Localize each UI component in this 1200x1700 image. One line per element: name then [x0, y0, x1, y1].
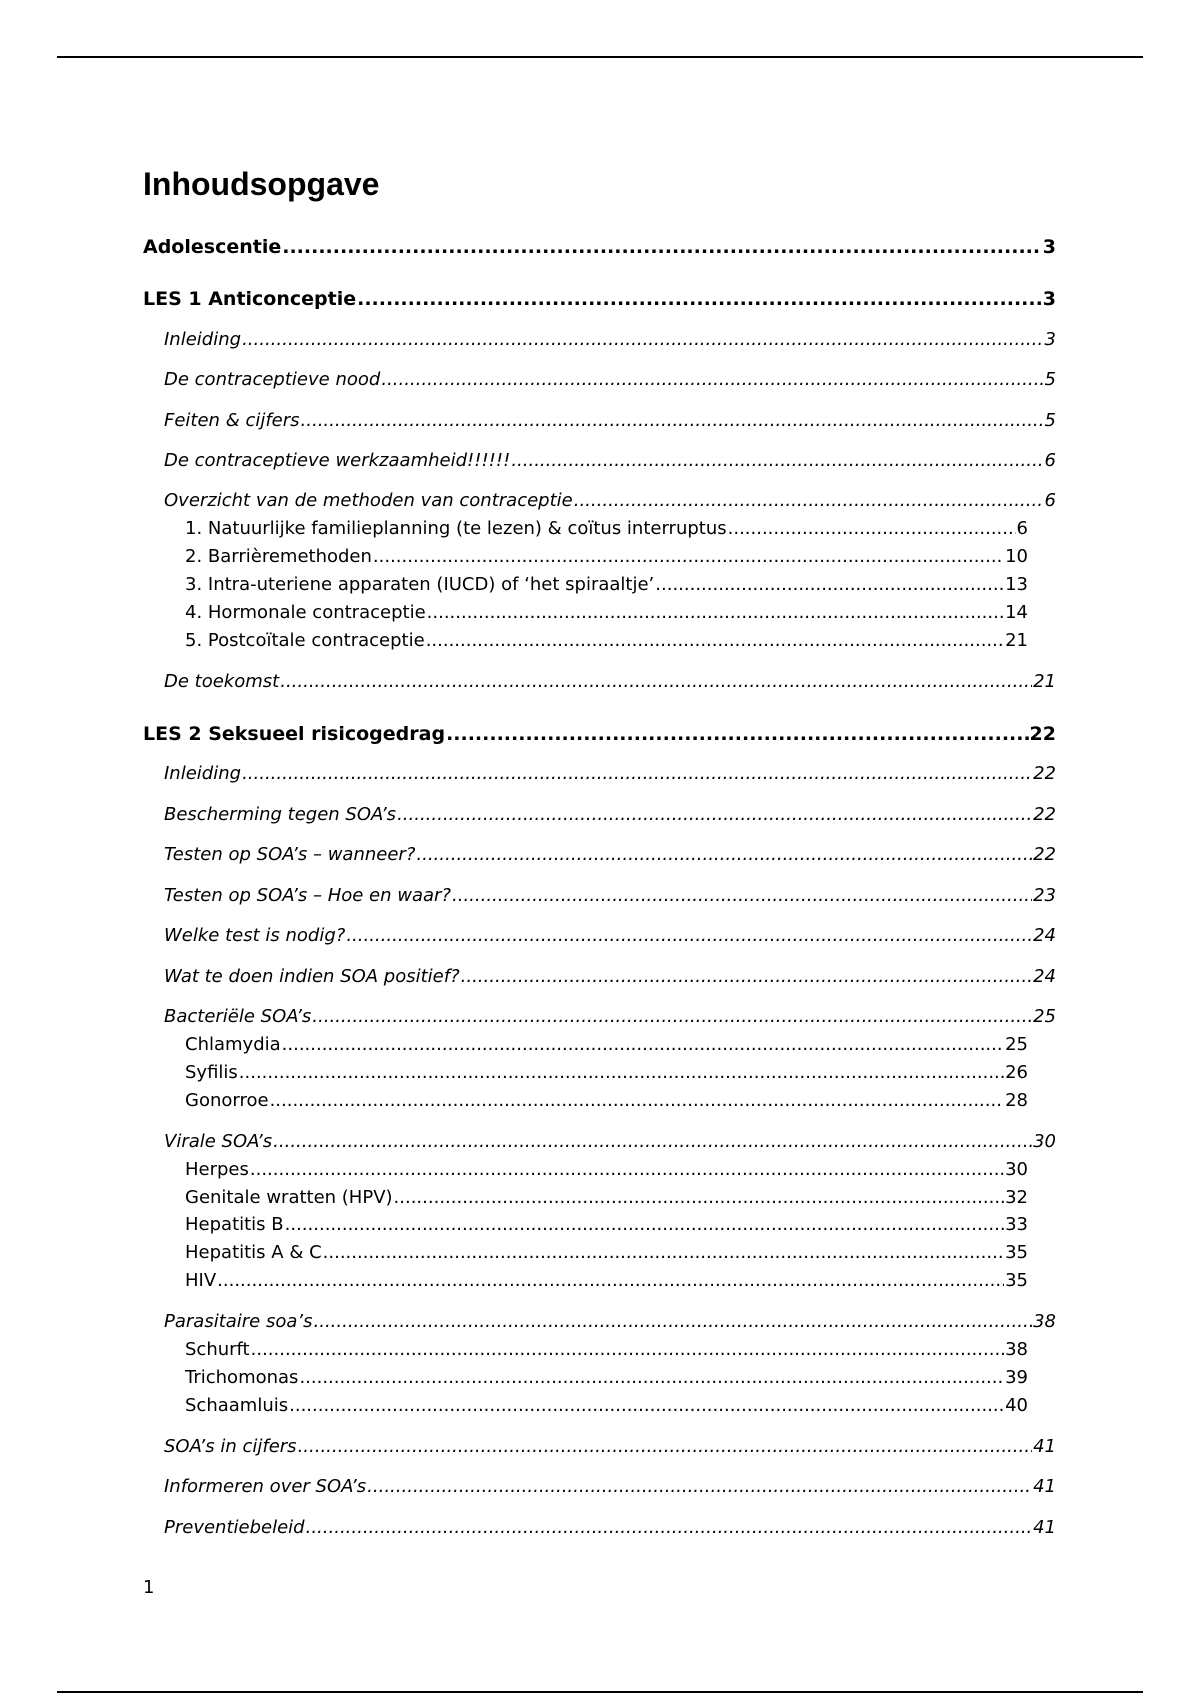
toc-entry-label: De contraceptieve nood — [164, 369, 381, 390]
toc-dot-leader — [298, 1436, 1033, 1457]
toc-entry[interactable] — [164, 885, 1056, 906]
toc-entry-label: HIV — [185, 1270, 217, 1291]
toc-dot-leader — [314, 1311, 1033, 1332]
toc-entry-label: Testen op SOA’s – Hoe en waar? — [164, 885, 451, 906]
toc-dot-leader — [280, 671, 1032, 692]
toc-entry-page: 22 — [1033, 763, 1056, 784]
toc-entry-label: De toekomst — [164, 671, 280, 692]
toc-entry-label: Hepatitis B — [185, 1214, 284, 1235]
toc-entry-label: Chlamydia — [185, 1034, 281, 1055]
toc-dot-leader — [397, 804, 1032, 825]
toc-entry-page: 30 — [1033, 1131, 1056, 1152]
toc-entry[interactable] — [164, 369, 1056, 390]
toc-entry[interactable] — [185, 1159, 1028, 1180]
toc-entry[interactable] — [185, 1395, 1028, 1416]
toc-entry[interactable] — [164, 1517, 1056, 1538]
toc-entry[interactable] — [164, 410, 1056, 431]
toc-entry-label: Bescherming tegen SOA’s — [164, 804, 397, 825]
toc-entry[interactable] — [185, 1339, 1028, 1360]
toc-dot-leader — [511, 450, 1043, 471]
toc-entry-page: 28 — [1005, 1090, 1028, 1111]
toc-dot-leader — [299, 1367, 1004, 1388]
toc-entry-page: 24 — [1033, 925, 1056, 946]
toc-entry-label: Feiten & cijfers — [164, 410, 300, 431]
toc-entry-page: 10 — [1005, 546, 1028, 567]
toc-entry-page: 6 — [1044, 490, 1056, 511]
toc-dot-leader — [289, 1395, 1004, 1416]
page-number: 1 — [143, 1577, 155, 1598]
toc-entry[interactable] — [143, 288, 1056, 310]
toc-dot-leader — [446, 723, 1028, 745]
toc-entry[interactable] — [185, 630, 1028, 651]
toc-entry-page: 41 — [1033, 1517, 1056, 1538]
toc-entry-page: 22 — [1029, 723, 1056, 745]
toc-entry[interactable] — [185, 1270, 1028, 1291]
toc-dot-leader — [323, 1242, 1004, 1263]
toc-entry-label: SOA’s in cijfers — [164, 1436, 297, 1457]
toc-dot-leader — [373, 546, 1004, 567]
toc-entry-label: Parasitaire soa’s — [164, 1311, 313, 1332]
toc-entry[interactable] — [164, 1436, 1056, 1457]
toc-entry[interactable] — [164, 1311, 1056, 1332]
toc-entry-page: 22 — [1033, 844, 1056, 865]
toc-entry-page: 5 — [1044, 369, 1056, 390]
toc-entry-page: 3 — [1042, 288, 1056, 310]
toc-dot-leader — [452, 885, 1032, 906]
toc-entry-page: 38 — [1033, 1311, 1056, 1332]
toc-entry[interactable] — [164, 844, 1056, 865]
toc-entry[interactable] — [185, 1062, 1028, 1083]
toc-dot-leader — [416, 844, 1032, 865]
toc-dot-leader — [251, 1339, 1004, 1360]
toc-entry-label: 3. Intra-uteriene apparaten (IUCD) of ‘het spiraaltje’ — [185, 574, 655, 595]
toc-entry-label: De contraceptieve werkzaamheid!!!!!! — [164, 450, 511, 471]
toc-entry[interactable] — [185, 1034, 1028, 1055]
toc-entry-page: 23 — [1033, 885, 1056, 906]
toc-dot-leader — [381, 369, 1043, 390]
toc-entry[interactable] — [143, 236, 1056, 258]
toc-entry-label: 4. Hormonale contraceptie — [185, 602, 426, 623]
toc-entry-page: 35 — [1005, 1270, 1028, 1291]
toc-entry[interactable] — [164, 804, 1056, 825]
toc-dot-leader — [250, 1159, 1004, 1180]
toc-entry[interactable] — [185, 518, 1028, 539]
toc-entry[interactable] — [185, 1214, 1028, 1235]
toc-entry-label: LES 1 Anticonceptie — [143, 288, 357, 310]
toc-dot-leader — [574, 490, 1044, 511]
toc-entry-label: Welke test is nodig? — [164, 925, 346, 946]
toc-entry-label: Informeren over SOA’s — [164, 1476, 367, 1497]
toc-entry-label: Preventiebeleid — [164, 1517, 305, 1538]
toc-entry-page: 5 — [1044, 410, 1056, 431]
toc-entry-label: Bacteriële SOA’s — [164, 1006, 312, 1027]
toc-entry-page: 41 — [1033, 1436, 1056, 1457]
toc-entry[interactable] — [164, 966, 1056, 987]
toc-dot-leader — [242, 763, 1032, 784]
toc-entry-page: 3 — [1042, 236, 1056, 258]
toc-entry-label: Schurft — [185, 1339, 250, 1360]
toc-entry[interactable] — [164, 1131, 1056, 1152]
toc-entry-page: 26 — [1005, 1062, 1028, 1083]
toc-entry-page: 40 — [1005, 1395, 1028, 1416]
toc-entry-page: 21 — [1005, 630, 1028, 651]
toc-entry-page: 6 — [1044, 450, 1056, 471]
toc-entry[interactable] — [164, 925, 1056, 946]
toc-entry-page: 6 — [1016, 518, 1028, 539]
toc-entry[interactable] — [164, 1476, 1056, 1497]
toc-dot-leader — [655, 574, 1004, 595]
toc-entry-page: 24 — [1033, 966, 1056, 987]
toc-entry[interactable] — [164, 490, 1056, 511]
toc-entry-page: 13 — [1005, 574, 1028, 595]
toc-dot-leader — [282, 236, 1042, 258]
page-title: Inhoudsopgave — [143, 166, 380, 202]
toc-entry[interactable] — [185, 1367, 1028, 1388]
toc-dot-leader — [426, 630, 1004, 651]
toc-entry[interactable] — [185, 1090, 1028, 1111]
toc-dot-leader — [273, 1131, 1032, 1152]
footer-rule — [57, 1691, 1143, 1693]
toc-entry-label: Trichomonas — [185, 1367, 299, 1388]
toc-entry[interactable] — [164, 329, 1056, 350]
toc-entry-label: Overzicht van de methoden van contraceptie — [164, 490, 573, 511]
toc-dot-leader — [312, 1006, 1032, 1027]
toc-dot-leader — [242, 329, 1043, 350]
toc-entry-page: 30 — [1005, 1159, 1028, 1180]
toc-dot-leader — [239, 1062, 1004, 1083]
toc-entry-page: 33 — [1005, 1214, 1028, 1235]
toc-entry[interactable] — [185, 1242, 1028, 1263]
toc-entry-label: Genitale wratten (HPV) — [185, 1187, 393, 1208]
toc-entry-label: Testen op SOA’s – wanneer? — [164, 844, 416, 865]
toc-dot-leader — [461, 966, 1032, 987]
toc-entry[interactable] — [185, 574, 1028, 595]
toc-entry[interactable] — [185, 602, 1028, 623]
toc-entry-label: Herpes — [185, 1159, 249, 1180]
toc-entry-page: 32 — [1005, 1187, 1028, 1208]
toc-dot-leader — [270, 1090, 1005, 1111]
toc-entry-label: Hepatitis A & C — [185, 1242, 322, 1263]
toc-dot-leader — [306, 1517, 1032, 1538]
toc-dot-leader — [357, 288, 1042, 310]
toc-entry-page: 21 — [1033, 671, 1056, 692]
toc-entry-label: Adolescentie — [143, 236, 282, 258]
toc-dot-leader — [427, 602, 1004, 623]
toc-entry-label: Wat te doen indien SOA positief? — [164, 966, 460, 987]
toc-entry-label: Syfilis — [185, 1062, 238, 1083]
toc-entry-page: 25 — [1005, 1034, 1028, 1055]
toc-entry[interactable] — [164, 763, 1056, 784]
toc-dot-leader — [728, 518, 1016, 539]
toc-entry[interactable] — [164, 671, 1056, 692]
toc-entry-label: Gonorroe — [185, 1090, 269, 1111]
toc-entry[interactable] — [164, 450, 1056, 471]
toc-dot-leader — [282, 1034, 1004, 1055]
toc-entry-label: Virale SOA’s — [164, 1131, 273, 1152]
toc-entry-label: LES 2 Seksueel risicogedrag — [143, 723, 446, 745]
toc-entry-page: 3 — [1044, 329, 1056, 350]
toc-entry-page: 39 — [1005, 1367, 1028, 1388]
toc-entry-label: 1. Natuurlijke familieplanning (te lezen) & coïtus interruptus — [185, 518, 727, 539]
toc-entry-page: 22 — [1033, 804, 1056, 825]
toc-dot-leader — [217, 1270, 1004, 1291]
toc-dot-leader — [367, 1476, 1032, 1497]
toc-dot-leader — [346, 925, 1032, 946]
toc-entry-page: 14 — [1005, 602, 1028, 623]
toc-entry-page: 38 — [1005, 1339, 1028, 1360]
toc-entry-label: 2. Barrièremethoden — [185, 546, 372, 567]
toc-entry-label: Inleiding — [164, 329, 242, 350]
toc-entry-page: 25 — [1033, 1006, 1056, 1027]
toc-entry[interactable] — [185, 546, 1028, 567]
toc-entry[interactable] — [143, 723, 1056, 745]
toc-entry[interactable] — [164, 1006, 1056, 1027]
toc-dot-leader — [394, 1187, 1005, 1208]
toc-entry-label: Schaamluis — [185, 1395, 289, 1416]
toc-entry-label: 5. Postcoïtale contraceptie — [185, 630, 425, 651]
toc-entry-page: 41 — [1033, 1476, 1056, 1497]
toc-entry-label: Inleiding — [164, 763, 242, 784]
toc-dot-leader — [285, 1214, 1004, 1235]
toc-entry-page: 35 — [1005, 1242, 1028, 1263]
toc-dot-leader — [301, 410, 1044, 431]
toc-entry[interactable] — [185, 1187, 1028, 1208]
